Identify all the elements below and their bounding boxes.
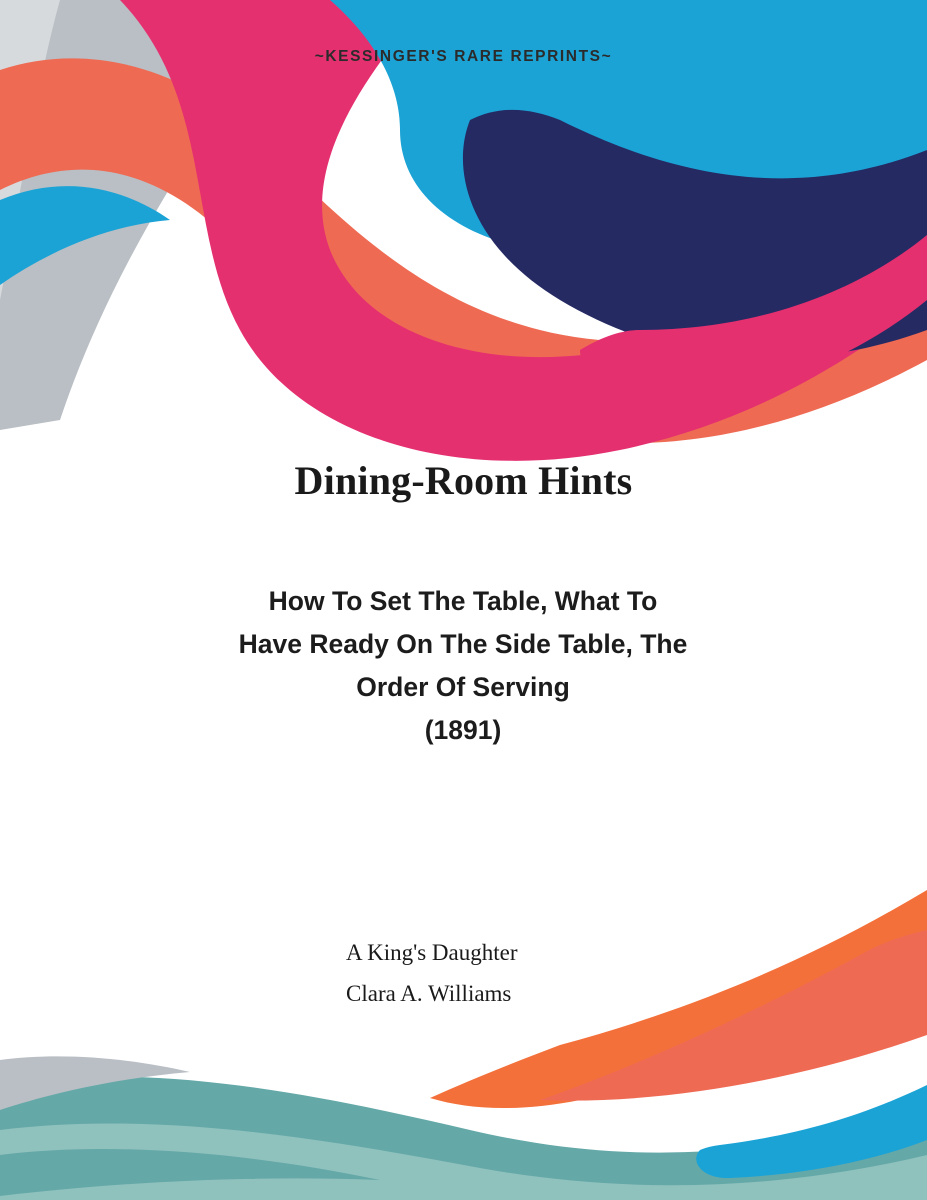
book-subtitle xyxy=(163,580,763,752)
author-name: Clara A. Williams xyxy=(346,981,512,1006)
subtitle-line: How To Set The Table, What To xyxy=(268,586,658,616)
page-title: Dining-Room Hints xyxy=(294,457,633,503)
subtitle-line: Have Ready On The Side Table, The xyxy=(238,629,688,659)
author-name: A King's Daughter xyxy=(346,940,518,965)
author-list xyxy=(346,932,518,1014)
subtitle-year: (1891) xyxy=(424,715,502,745)
subtitle-line: Order Of Serving xyxy=(356,672,570,702)
publisher-imprint: ~KESSINGER'S RARE REPRINTS~ xyxy=(314,48,613,65)
